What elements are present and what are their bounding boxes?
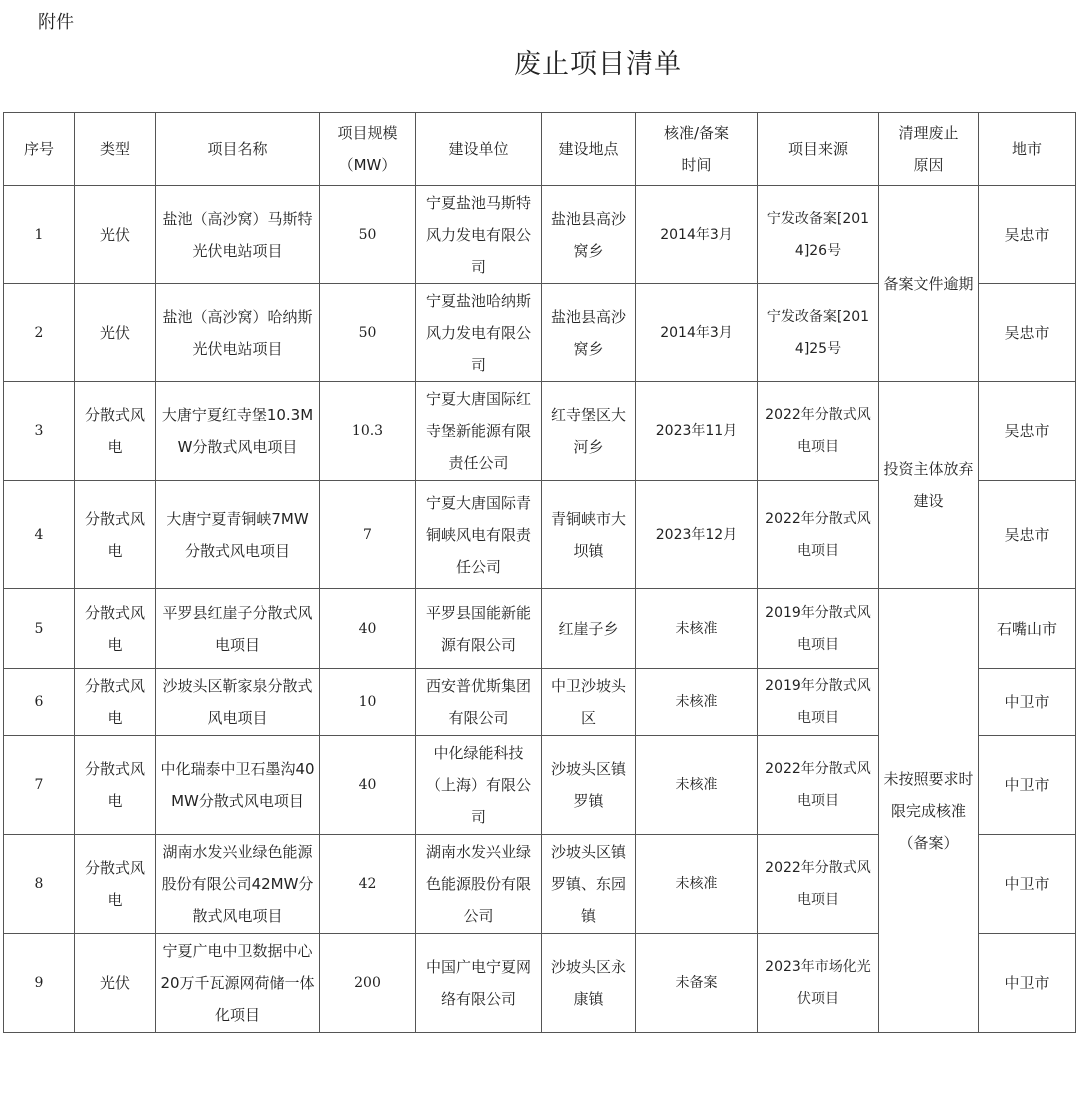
- header-time-line2: 时间: [681, 156, 712, 174]
- cell-location: 红崖子乡: [542, 589, 636, 669]
- header-reason: [879, 113, 979, 186]
- table-row: [4, 589, 1076, 669]
- table-header-row: [4, 113, 1076, 186]
- cell-unit: 平罗县国能新能源有限公司: [416, 589, 542, 669]
- cell-seq: 6: [4, 669, 75, 736]
- cell-name: 中化瑞泰中卫石墨沟40MW分散式风电项目: [156, 736, 320, 835]
- cell-city: 石嘴山市: [979, 589, 1076, 669]
- cell-source: 2022年分散式风电项目: [758, 382, 879, 481]
- cell-unit: 湖南水发兴业绿色能源股份有限公司: [416, 835, 542, 934]
- cell-time: 2023年11月: [636, 382, 758, 481]
- cell-name: 盐池（高沙窝）马斯特光伏电站项目: [156, 186, 320, 284]
- header-scale-line2: （MW）: [338, 156, 397, 174]
- header-name: 项目名称: [156, 113, 320, 186]
- cell-source: 2023年市场化光伏项目: [758, 934, 879, 1033]
- document-title: 废止项目清单: [514, 49, 682, 80]
- header-seq: 序号: [4, 113, 75, 186]
- cell-name: 平罗县红崖子分散式风电项目: [156, 589, 320, 669]
- cell-time: 未核准: [636, 835, 758, 934]
- cell-type: 分散式风电: [75, 669, 156, 736]
- cell-reason-expired: 备案文件逾期: [879, 186, 979, 382]
- cell-city: 中卫市: [979, 934, 1076, 1033]
- cell-name: 宁夏广电中卫数据中心20万千瓦源网荷储一体化项目: [156, 934, 320, 1033]
- cell-location: 沙坡头区镇罗镇: [542, 736, 636, 835]
- cell-city: 吴忠市: [979, 481, 1076, 589]
- cell-name: 大唐宁夏青铜峡7MW分散式风电项目: [156, 481, 320, 589]
- cell-scale: 40: [320, 589, 416, 669]
- header-city: 地市: [979, 113, 1076, 186]
- attachment-label: 附件: [38, 12, 74, 33]
- cell-name: 沙坡头区靳家泉分散式风电项目: [156, 669, 320, 736]
- cell-seq: 5: [4, 589, 75, 669]
- cell-time: 2023年12月: [636, 481, 758, 589]
- cell-scale: 40: [320, 736, 416, 835]
- header-source: 项目来源: [758, 113, 879, 186]
- cell-unit: 宁夏盐池马斯特风力发电有限公司: [416, 186, 542, 284]
- cell-seq: 2: [4, 284, 75, 382]
- table-row: [4, 382, 1076, 481]
- header-location: 建设地点: [542, 113, 636, 186]
- cell-name: 湖南水发兴业绿色能源股份有限公司42MW分散式风电项目: [156, 835, 320, 934]
- cell-type: 光伏: [75, 284, 156, 382]
- cell-type: 光伏: [75, 934, 156, 1033]
- cell-city: 吴忠市: [979, 382, 1076, 481]
- cell-time: 2014年3月: [636, 284, 758, 382]
- cell-name: 盐池（高沙窝）哈纳斯光伏电站项目: [156, 284, 320, 382]
- header-reason-line2: 原因: [913, 156, 944, 174]
- header-reason-line1: 清理废止: [898, 124, 959, 142]
- cell-type: 分散式风电: [75, 835, 156, 934]
- cell-reason-overdue: 未按照要求时限完成核准（备案）: [879, 589, 979, 1033]
- cell-type: 分散式风电: [75, 382, 156, 481]
- header-scale: [320, 113, 416, 186]
- header-time-line1: 核准/备案: [663, 124, 730, 142]
- cell-location: 沙坡头区永康镇: [542, 934, 636, 1033]
- table-row: [4, 186, 1076, 284]
- cell-time: 未核准: [636, 736, 758, 835]
- cell-unit: 中国广电宁夏网络有限公司: [416, 934, 542, 1033]
- cell-time: 未备案: [636, 934, 758, 1033]
- cell-reason-abandoned: 投资主体放弃建设: [879, 382, 979, 589]
- header-scale-line1: 项目规模: [337, 124, 398, 142]
- cell-unit: 宁夏大唐国际青铜峡风电有限责任公司: [416, 481, 542, 589]
- cell-scale: 50: [320, 284, 416, 382]
- cell-name: 大唐宁夏红寺堡10.3MW分散式风电项目: [156, 382, 320, 481]
- cell-type: 光伏: [75, 186, 156, 284]
- cell-unit: 中化绿能科技（上海）有限公司: [416, 736, 542, 835]
- cell-city: 吴忠市: [979, 186, 1076, 284]
- cell-time: 未核准: [636, 589, 758, 669]
- cell-scale: 10.3: [320, 382, 416, 481]
- cell-seq: 1: [4, 186, 75, 284]
- cell-city: 中卫市: [979, 736, 1076, 835]
- cell-source: 2022年分散式风电项目: [758, 736, 879, 835]
- cell-city: 中卫市: [979, 669, 1076, 736]
- cell-location: 中卫沙坡头区: [542, 669, 636, 736]
- cell-seq: 4: [4, 481, 75, 589]
- cell-source: 2022年分散式风电项目: [758, 835, 879, 934]
- cell-scale: 200: [320, 934, 416, 1033]
- cell-location: 盐池县高沙窝乡: [542, 284, 636, 382]
- cell-time: 未核准: [636, 669, 758, 736]
- header-type: 类型: [75, 113, 156, 186]
- cell-source: 宁发改备案[2014]26号: [758, 186, 879, 284]
- cell-unit: 宁夏大唐国际红寺堡新能源有限责任公司: [416, 382, 542, 481]
- cell-city: 中卫市: [979, 835, 1076, 934]
- cell-seq: 8: [4, 835, 75, 934]
- cell-location: 沙坡头区镇罗镇、东园镇: [542, 835, 636, 934]
- cell-scale: 7: [320, 481, 416, 589]
- cell-scale: 10: [320, 669, 416, 736]
- cell-source: 2019年分散式风电项目: [758, 669, 879, 736]
- cell-time: 2014年3月: [636, 186, 758, 284]
- cell-seq: 3: [4, 382, 75, 481]
- cell-type: 分散式风电: [75, 481, 156, 589]
- cell-scale: 42: [320, 835, 416, 934]
- cell-location: 红寺堡区大河乡: [542, 382, 636, 481]
- cell-location: 盐池县高沙窝乡: [542, 186, 636, 284]
- cell-type: 分散式风电: [75, 736, 156, 835]
- cell-type: 分散式风电: [75, 589, 156, 669]
- header-unit: 建设单位: [416, 113, 542, 186]
- cell-location: 青铜峡市大坝镇: [542, 481, 636, 589]
- header-time: [636, 113, 758, 186]
- cell-seq: 7: [4, 736, 75, 835]
- cell-source: 2019年分散式风电项目: [758, 589, 879, 669]
- cell-source: 2022年分散式风电项目: [758, 481, 879, 589]
- cell-source: 宁发改备案[2014]25号: [758, 284, 879, 382]
- cell-scale: 50: [320, 186, 416, 284]
- cell-unit: 宁夏盐池哈纳斯风力发电有限公司: [416, 284, 542, 382]
- abolished-projects-table: [3, 112, 1076, 1033]
- cell-unit: 西安普优斯集团有限公司: [416, 669, 542, 736]
- cell-seq: 9: [4, 934, 75, 1033]
- cell-city: 吴忠市: [979, 284, 1076, 382]
